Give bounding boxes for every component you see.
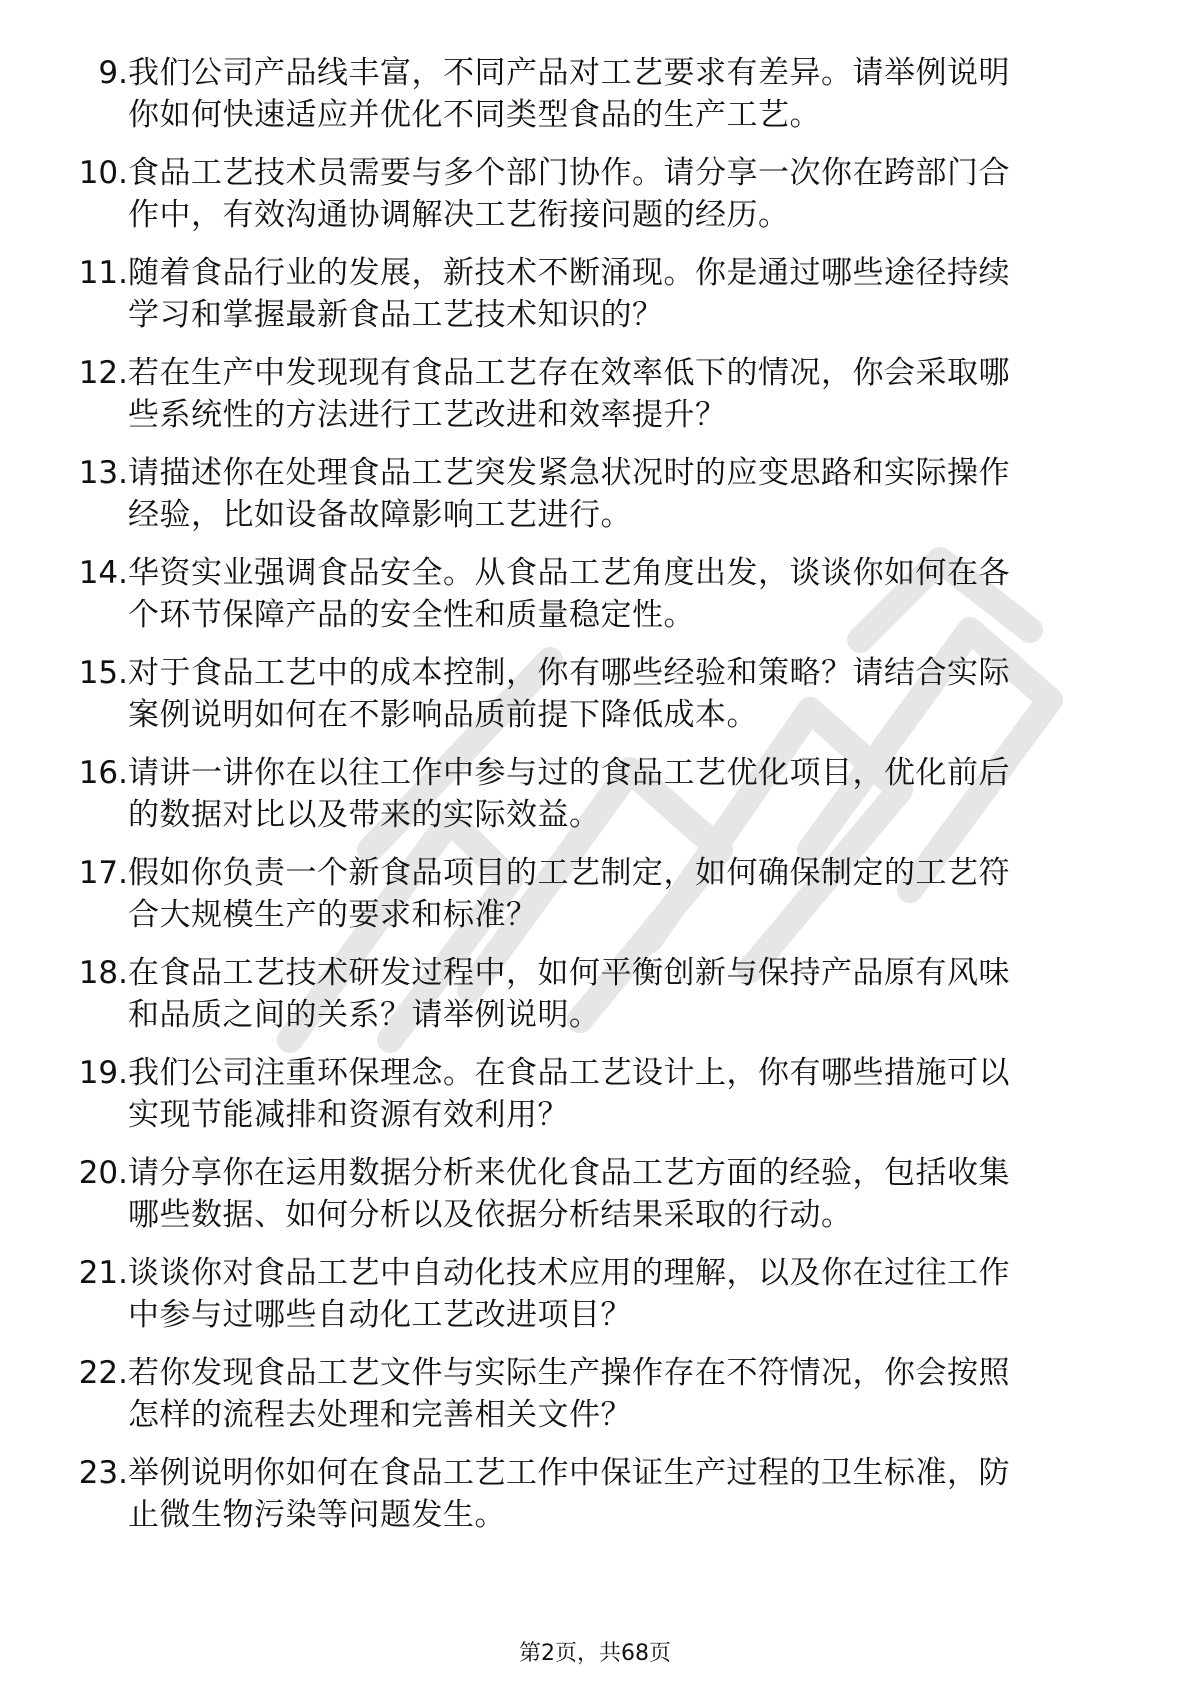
question-line: 作中，有效沟通协调解决工艺衔接问题的经历。 [128,197,790,233]
question-item [60,1452,1120,1552]
question-line: 若在生产中发现现有食品工艺存在效率低下的情况，你会采取哪 [128,355,1010,391]
question-line: 案例说明如何在不影响品质前提下降低成本。 [128,697,758,733]
question-line: 请分享你在运用数据分析来优化食品工艺方面的经验，包括收集 [128,1155,1010,1191]
question-number: 13. [78,455,128,491]
question-line: 合大规模生产的要求和标准？ [128,897,538,933]
question-item [60,52,1120,152]
question-text [128,352,1128,436]
question-line: 请讲一讲你在以往工作中参与过的食品工艺优化项目，优化前后 [128,755,1010,791]
question-number: 15. [78,655,128,691]
question-text [128,1452,1128,1536]
question-text [128,952,1128,1036]
page-footer: 第2页，共68页 [519,1641,671,1666]
question-list [60,52,1120,1552]
question-line: 实现节能减排和资源有效利用？ [128,1097,569,1133]
question-line: 华资实业强调食品安全。从食品工艺角度出发，谈谈你如何在各 [128,555,1010,591]
question-item [60,452,1120,552]
question-text [128,552,1128,636]
question-line: 学习和掌握最新食品工艺技术知识的？ [128,297,664,333]
question-line: 若你发现食品工艺文件与实际生产操作存在不符情况，你会按照 [128,1355,1010,1391]
question-item [60,752,1120,852]
question-line: 谈谈你对食品工艺中自动化技术应用的理解，以及你在过往工作 [128,1255,1010,1291]
question-line: 举例说明你如何在食品工艺工作中保证生产过程的卫生标准，防 [128,1455,1010,1491]
question-item [60,1052,1120,1152]
question-line: 对于食品工艺中的成本控制，你有哪些经验和策略？请结合实际 [128,655,1010,691]
question-text [128,1252,1128,1336]
question-item [60,1152,1120,1252]
question-line: 假如你负责一个新食品项目的工艺制定，如何确保制定的工艺符 [128,855,1010,891]
question-line: 你如何快速适应并优化不同类型食品的生产工艺。 [128,97,821,133]
question-item [60,552,1120,652]
question-number: 18. [78,955,128,991]
question-line: 些系统性的方法进行工艺改进和效率提升？ [128,397,727,433]
question-line: 食品工艺技术员需要与多个部门协作。请分享一次你在跨部门合 [128,155,1010,191]
question-text [128,652,1128,736]
question-text [128,152,1128,236]
question-item [60,252,1120,352]
question-line: 我们公司产品线丰富，不同产品对工艺要求有差异。请举例说明 [128,55,1010,91]
question-line: 随着食品行业的发展，新技术不断涌现。你是通过哪些途径持续 [128,255,1010,291]
question-line: 的数据对比以及带来的实际效益。 [128,797,601,833]
question-text [128,752,1128,836]
question-text [128,1352,1128,1436]
question-text [128,252,1128,336]
question-item [60,152,1120,252]
question-item [60,852,1120,952]
question-item [60,652,1120,752]
question-line: 和品质之间的关系？请举例说明。 [128,997,601,1033]
question-item [60,352,1120,452]
question-line: 止微生物污染等问题发生。 [128,1497,506,1533]
question-line: 个环节保障产品的安全性和质量稳定性。 [128,597,695,633]
question-number: 16. [78,755,128,791]
question-number: 12. [78,355,128,391]
question-text [128,852,1128,936]
question-number: 22. [78,1355,128,1391]
question-text [128,452,1128,536]
question-item [60,1252,1120,1352]
question-line: 哪些数据、如何分析以及依据分析结果采取的行动。 [128,1197,853,1233]
question-number: 14. [78,555,128,591]
question-line: 经验，比如设备故障影响工艺进行。 [128,497,632,533]
question-line: 在食品工艺技术研发过程中，如何平衡创新与保持产品原有风味 [128,955,1010,991]
question-line: 怎样的流程去处理和完善相关文件？ [128,1397,632,1433]
question-text [128,52,1128,136]
question-number: 21. [78,1255,128,1291]
question-number: 11. [78,255,128,291]
question-item [60,952,1120,1052]
question-number: 10. [78,155,128,191]
question-text [128,1152,1128,1236]
question-number: 9. [98,55,128,91]
question-line: 我们公司注重环保理念。在食品工艺设计上，你有哪些措施可以 [128,1055,1010,1091]
question-number: 20. [78,1155,128,1191]
question-number: 23. [78,1455,128,1491]
question-text [128,1052,1128,1136]
question-line: 请描述你在处理食品工艺突发紧急状况时的应变思路和实际操作 [128,455,1010,491]
question-number: 19. [78,1055,128,1091]
question-line: 中参与过哪些自动化工艺改进项目？ [128,1297,632,1333]
question-item [60,1352,1120,1452]
question-number: 17. [78,855,128,891]
